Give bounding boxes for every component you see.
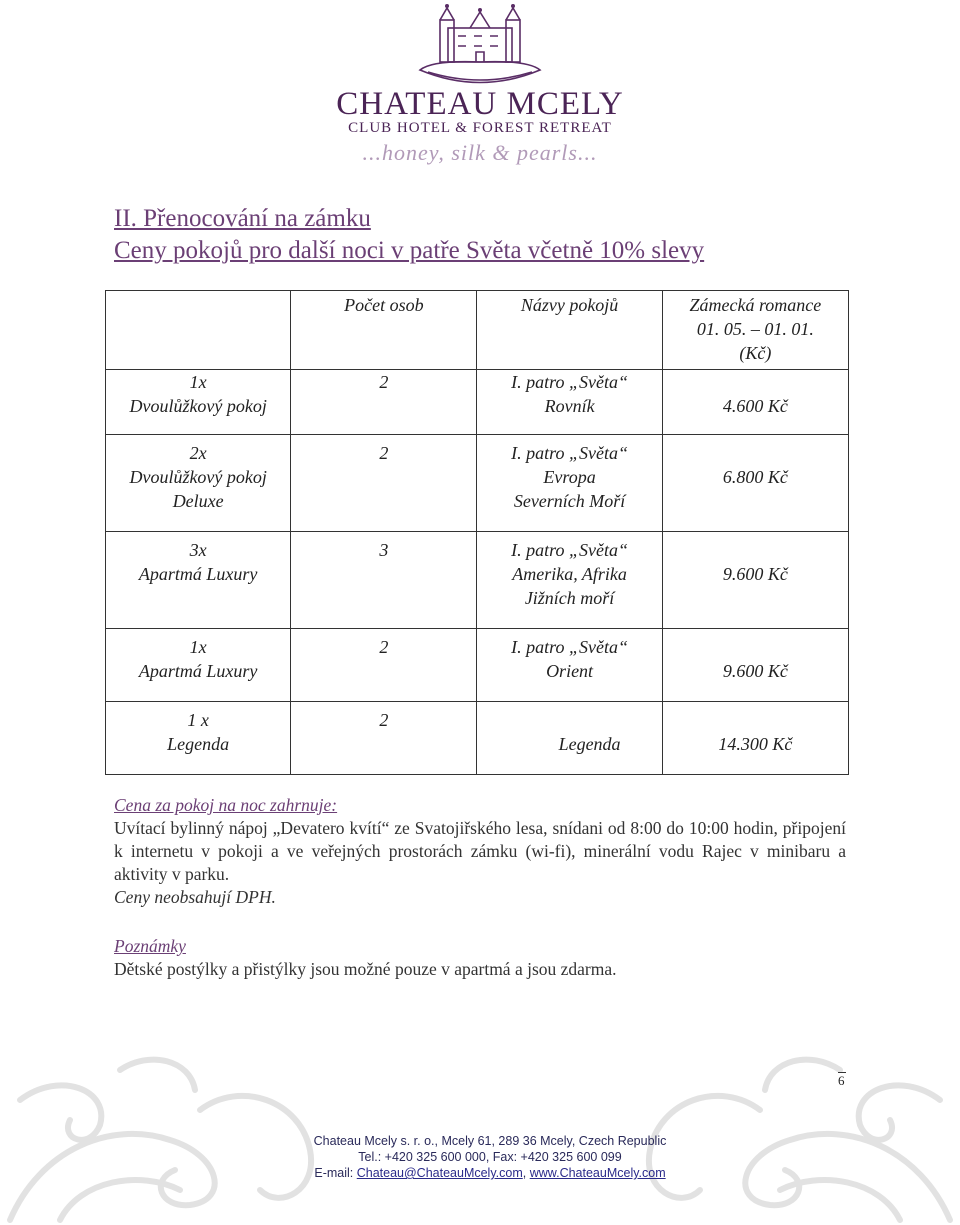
room-type-cell: 3x Apartmá Luxury bbox=[106, 532, 291, 629]
room-names-cell: I. patro „Světa“ Evropa Severních Moří bbox=[477, 435, 662, 532]
email-link[interactable]: Chateau@ChateauMcely.com bbox=[356, 1166, 523, 1180]
header-cell-room-names: Názvy pokojů bbox=[477, 291, 662, 370]
price-cell: 6.800 Kč bbox=[662, 435, 848, 532]
brand-tagline: ...honey, silk & pearls... bbox=[362, 140, 598, 165]
room-type-cell: 1 x Legenda bbox=[106, 702, 291, 775]
ornament-right-decoration bbox=[630, 1030, 960, 1225]
notes-section bbox=[114, 935, 846, 981]
price-cell: 14.300 Kč bbox=[662, 702, 848, 775]
brand-name: CHATEAU MCELY bbox=[336, 86, 624, 122]
table-row bbox=[106, 435, 849, 532]
header-cell-price: Zámecká romance 01. 05. – 01. 01. (Kč) bbox=[662, 291, 848, 370]
includes-text: Uvítací bylinný nápoj „Devatero kvítí“ ze Svatojiřského lesa, snídani od 8:00 do 10:00 hodin, připojení k internetu v pokoji a ve veřejných prostorách zámku (wi-fi), minerální vodu Rajec v minibaru a aktivity v parku. bbox=[114, 818, 846, 884]
room-names-cell: I. patro „Světa“ Rovník bbox=[477, 370, 662, 435]
website-link[interactable]: www.ChateauMcely.com bbox=[529, 1166, 666, 1180]
persons-cell: 2 bbox=[291, 435, 477, 532]
castle-emblem-icon bbox=[410, 0, 550, 88]
price-includes-section bbox=[114, 794, 846, 909]
table-header-row bbox=[106, 291, 849, 370]
table-row bbox=[106, 532, 849, 629]
section-heading bbox=[114, 203, 704, 267]
header-cell-persons: Počet osob bbox=[291, 291, 477, 370]
price-cell: 9.600 Kč bbox=[662, 629, 848, 702]
page-number: 6 bbox=[838, 1073, 845, 1088]
persons-cell: 3 bbox=[291, 532, 477, 629]
room-names-cell: I. patro „Světa“ Orient bbox=[477, 629, 662, 702]
room-price-table bbox=[105, 290, 849, 775]
heading-line-2: Ceny pokojů pro další noci v patře Světa včetně 10% slevy bbox=[114, 237, 705, 264]
footer-links: E-mail: Chateau@ChateauMcely.com, www.ChateauMcely.com bbox=[314, 1166, 666, 1180]
footer-phone: Tel.: +420 325 600 000, Fax: +420 325 600 099 bbox=[358, 1150, 622, 1164]
notes-title: Poznámky bbox=[114, 936, 186, 956]
price-cell: 4.600 Kč bbox=[662, 370, 848, 435]
heading-line-1: II. Přenocování na zámku bbox=[114, 205, 371, 232]
brand-subtitle: CLUB HOTEL & FOREST RETREAT bbox=[348, 120, 612, 136]
includes-title: Cena za pokoj na noc zahrnuje: bbox=[114, 795, 338, 815]
table-row bbox=[106, 370, 849, 435]
persons-cell: 2 bbox=[291, 370, 477, 435]
table-row bbox=[106, 629, 849, 702]
room-names-cell: I. patro „Světa“ Amerika, Afrika Jižních moří bbox=[477, 532, 662, 629]
ornament-left-decoration bbox=[0, 1030, 330, 1225]
persons-cell: 2 bbox=[291, 629, 477, 702]
persons-cell: 2 bbox=[291, 702, 477, 775]
room-type-cell: 2x Dvoulůžkový pokoj Deluxe bbox=[106, 435, 291, 532]
room-type-cell: 1x Apartmá Luxury bbox=[106, 629, 291, 702]
footer-address: Chateau Mcely s. r. o., Mcely 61, 289 36 Mcely, Czech Republic bbox=[313, 1134, 667, 1148]
room-type-cell: 1x Dvoulůžkový pokoj bbox=[106, 370, 291, 435]
vat-note: Ceny neobsahují DPH. bbox=[114, 887, 276, 907]
table-row bbox=[106, 702, 849, 775]
header-cell-empty bbox=[106, 291, 291, 370]
footer-contact bbox=[260, 1133, 720, 1181]
room-names-cell: Legenda bbox=[477, 702, 662, 775]
notes-text: Dětské postýlky a přistýlky jsou možné pouze v apartmá a jsou zdarma. bbox=[114, 959, 617, 979]
price-cell: 9.600 Kč bbox=[662, 532, 848, 629]
hotel-logo bbox=[330, 0, 630, 180]
